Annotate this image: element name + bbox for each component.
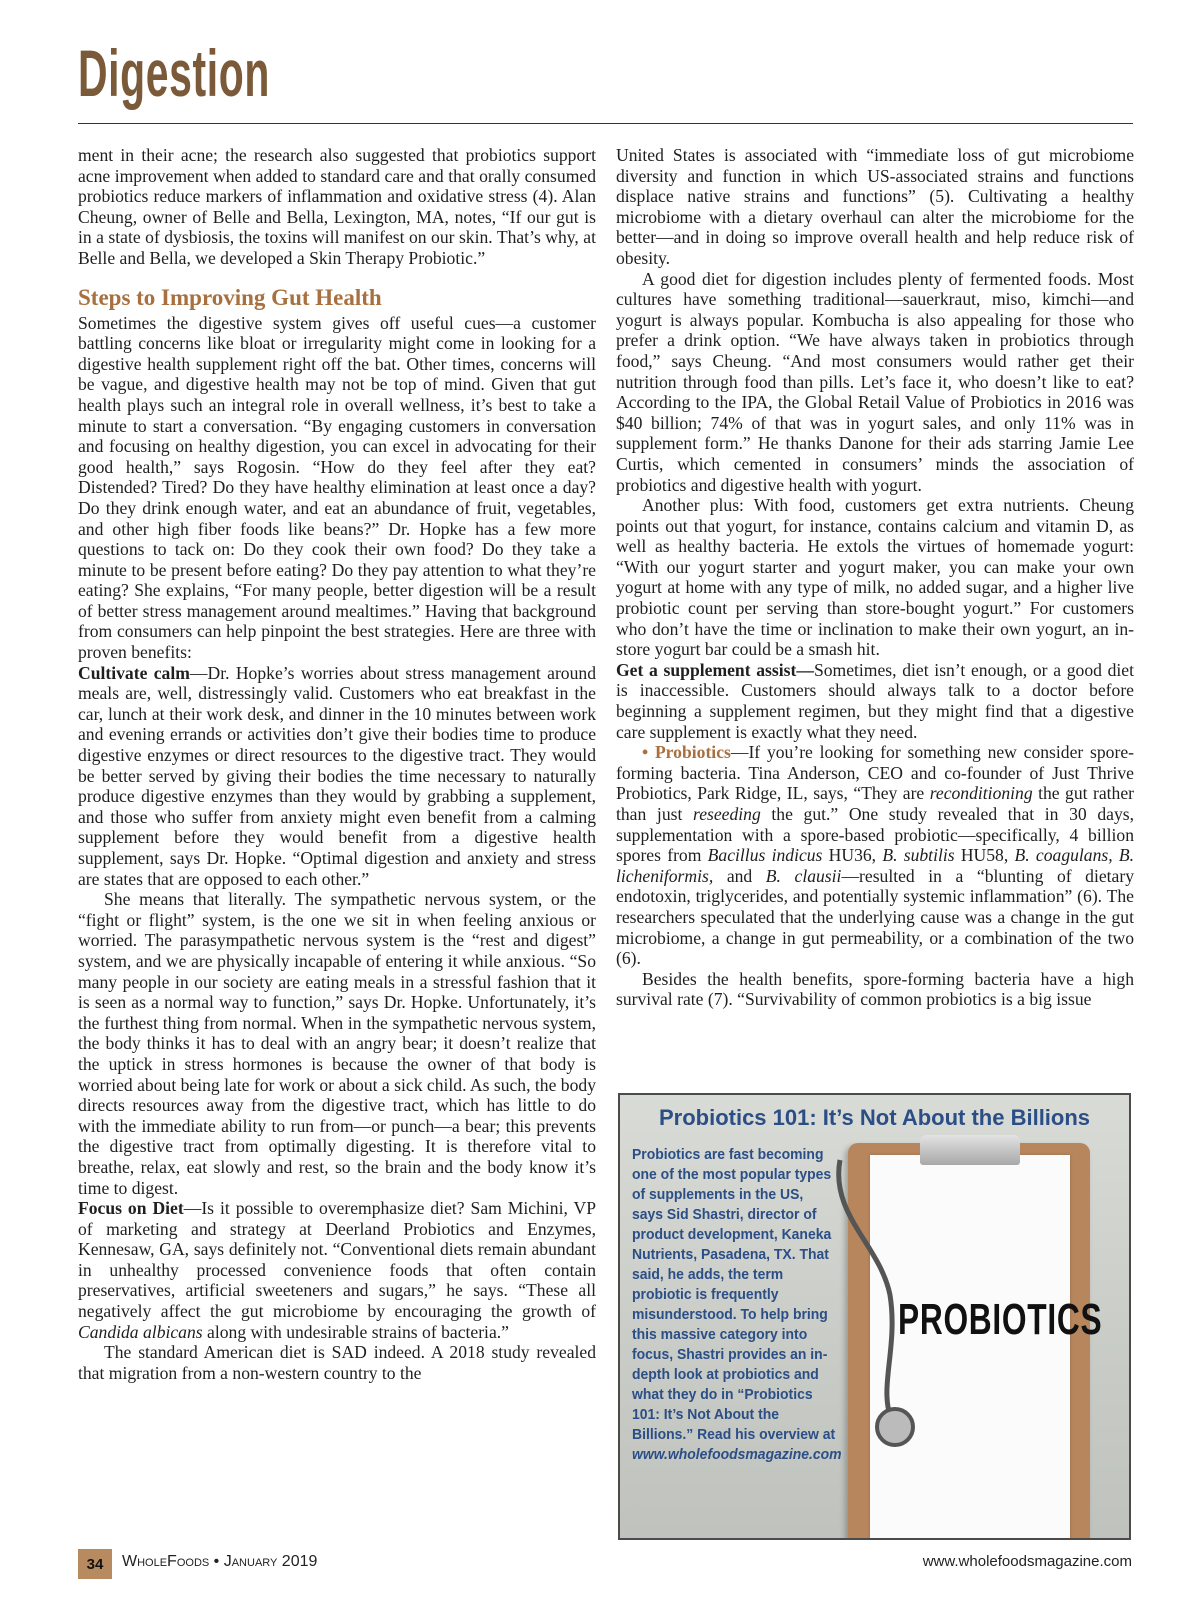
page-number: 34 [78,1549,112,1579]
left-column [78,145,596,1383]
runin-heading: Focus on Diet [78,1198,184,1219]
subheading: Steps to Improving Gut Health [78,284,382,310]
paragraph: A good diet for digestion includes plenty of fermented foods. Most cultures have something traditional—sauerkraut, miso, kimchi—and yogurt is always popular. Kombucha is also appealing for those who prefer a drink option. “We have always taken in probiotics through food,” says Cheung. “And most consumers would rather get their nutrition through food than pills. Let’s face it, who doesn’t like to eat? According to the IPA, the Global Retail Value of Probiotics in 2016 was $40 billion; 74% of that was in yogurt sales, and only 11% was in supplement form.” He thanks Danone for their ads starring Jamie Lee Curtis, which cemented in consumers’ minds the association of probiotics and digestive health with yogurt. [616,268,1134,495]
paragraph: The standard American diet is SAD indeed. A 2018 study revealed that migration from a non-western country to the [78,1342,596,1383]
runin-heading: Get a supplement assist— [616,659,814,680]
runin-heading: Cultivate calm [78,662,190,683]
paragraph: Cultivate calm—Dr. Hopke’s worries about stress management around meals are, well, distressingly valid. Customers who eat breakfast in the car, lunch at their work desk, and dinner in the 10 minutes between work and evening errands or activities don’t give their bodies time to produce digestive enzymes or direct resources to the digestive tract. They would be better served by giving their bodies the time necessary to naturally produce digestive enzymes than they would by grabbing a supplement, and those who suffer from anxiety might even benefit from a calming supplement before they would benefit from a digestive health supplement, says Dr. Hopke. “Optimal digestion and anxiety and stress are states that are opposed to each other.” [78,662,596,889]
paragraph: United States is associated with “immediate loss of gut microbiome diversity and function in which US-associated strains and functions displace native strains and functions” (5). Cultivating a healthy microbiome with a dietary overhaul can alter the microbiome for the better—and in doing so improve overall health and help reduce risk of obesity. [616,145,1134,268]
right-column [616,145,1134,1010]
sidebar-title: Probiotics 101: It’s Not About the Billions [658,1105,1091,1130]
website-link[interactable]: www.wholefoodsmagazine.com [922,1553,1132,1570]
paragraph: ment in their acne; the research also suggested that probiotics support acne improvement when added to standard care and that orally consumed probiotics reduce markers of inflammation and oxidative stress (4). Alan Cheung, owner of Belle and Bella, Lexington, MA, notes, “If our gut is in a state of dysbiosis, the toxins will manifest on our skin. That’s why, at Belle and Bella, we developed a Skin Therapy Probiotic.” [78,145,596,268]
section-title: Digestion [78,36,271,110]
publication-line: WholeFoods • January 2019 [122,1553,318,1570]
paragraph: Sometimes the digestive system gives off useful cues—a customer battling concerns like bloat or irregularity might come in looking for a digestive health supplement right off the bat. Other times, concerns will be vague, and digestive health may not be top of mind. Given that gut health plays such an integral role in overall wellness, it’s best to take a minute to start a conversation. “By engaging customers in conversation and focusing on healthy digestion, you can excel in advocating for their good health,” says Rogosin. “How do they feel after they eat? Distended? Tired? Do they have healthy elimination at least once a day? Do they drink enough water, and eat an abundance of fruit, vegetables, and other high fiber foods like beans?” Dr. Hopke has a few more questions to tack on: Do they cook their own food? Do they take a minute to be present before eating? Do they pay attention to what they’re eating? She explains, “For many people, better digestion will be a result of better stress management around mealtimes.” Having that background from consumers can help pinpoint the best strategies. Here are three with proven benefits: [78,312,596,663]
sidebar-body: Probiotics are fast becoming one of the most popular types of supplements in the US, says Sid Shastri, director of product development, Kaneka Nutrients, Pasadena, TX. That said, he adds, the term probiotic is frequently misunderstood. To help bring this massive category into focus, Shastri provides an in-depth look at probiotics and what they do in “Probiotics 101: It’s Not About the Billions.” Read his overview at www.wholefoodsmagazine.com [632,1146,842,1463]
bullet-heading: • Probiotics [642,742,731,763]
paragraph: Get a supplement assist—Sometimes, diet isn’t enough, or a good diet is inaccessible. Customers should always talk to a doctor before beginning a supplement regimen, but they might find that a digestive care supplement is exactly what they need. [616,659,1134,742]
sidebar-link[interactable]: www.wholefoodsmagazine.com [632,1446,842,1463]
paragraph: Another plus: With food, customers get extra nutrients. Cheung points out that yogurt, for instance, contains calcium and vitamin D, as well as healthy bacteria. He extols the virtues of homemade yogurt: “With our yogurt starter and yogurt maker, you can make your own yogurt at home with any type of milk, no added sugar, and a higher live probiotic count per serving than store-bought yogurt.” For customers who don’t have the time or inclination to make their own yogurt, an in-store yogurt bar could be a smash hit. [616,495,1134,660]
paragraph: Besides the health benefits, spore-forming bacteria have a high survival rate (7). “Survivability of common probiotics is a big issue [616,968,1134,1010]
title-divider [78,123,1133,124]
clipboard-label: PROBIOTICS [898,1295,1103,1344]
paragraph: • Probiotics—If you’re looking for something new consider spore-forming bacteria. Tina Anderson, CEO and co-founder of Just Thrive Probiotics, Park Ridge, IL, says, “They are reconditioning the gut rather than just reseeding the gut.” One study revealed that in 30 days, supplementation with a spore-based probiotic—specifically, 4 billion spores from Bacillus indicus HU36, B. subtilis HU58, B. coagulans, B. licheniformis, and B. clausii—resulted in a “blunting of dietary endotoxin, triglycerides, and potentially systemic inflammation” (6). The researchers speculated that the underlying cause was a change in the gut microbiome, a change in gut permeability, or a combination of the two (6). [616,742,1135,969]
paragraph: Focus on Diet—Is it possible to overemphasize diet? Sam Michini, VP of marketing and strategy at Deerland Probiotics and Enzymes, Kennesaw, GA, says definitely not. “Conventional diets remain abundant in unhealthy processed convenience foods that often contain preservatives, artificial sweeteners and sugars,” he says. “These all negatively affect the gut microbiome by encouraging the growth of Candida albicans along with undesirable strains of bacteria.” [78,1198,597,1342]
paragraph: She means that literally. The sympathetic nervous system, or the “fight or flight” system, is the one we sit in when feeling anxious or worried. The parasympathetic nervous system is the “rest and digest” system, and we are physically incapable of entering it while anxious. “So many people in our society are eating meals in a stressful fashion that it is seen as a normal way to function,” says Dr. Hopke. Unfortunately, it’s the furthest thing from normal. When in the sympathetic nervous system, the body thinks it has to deal with an angry bear; it doesn’t realize that the uptick in stress hormones is because the owner of that body is worried about being late for work or about a sick child. As such, the body directs resources away from the digestive tract, which has little to do with the immediate ability to run from—or punch—a bear; this prevents the digestive tract from optimally digesting. It is therefore vital to breathe, relax, eat slowly and rest, so the brain and the body know it’s time to digest. [78,889,596,1198]
sidebar-box [618,1093,1131,1540]
